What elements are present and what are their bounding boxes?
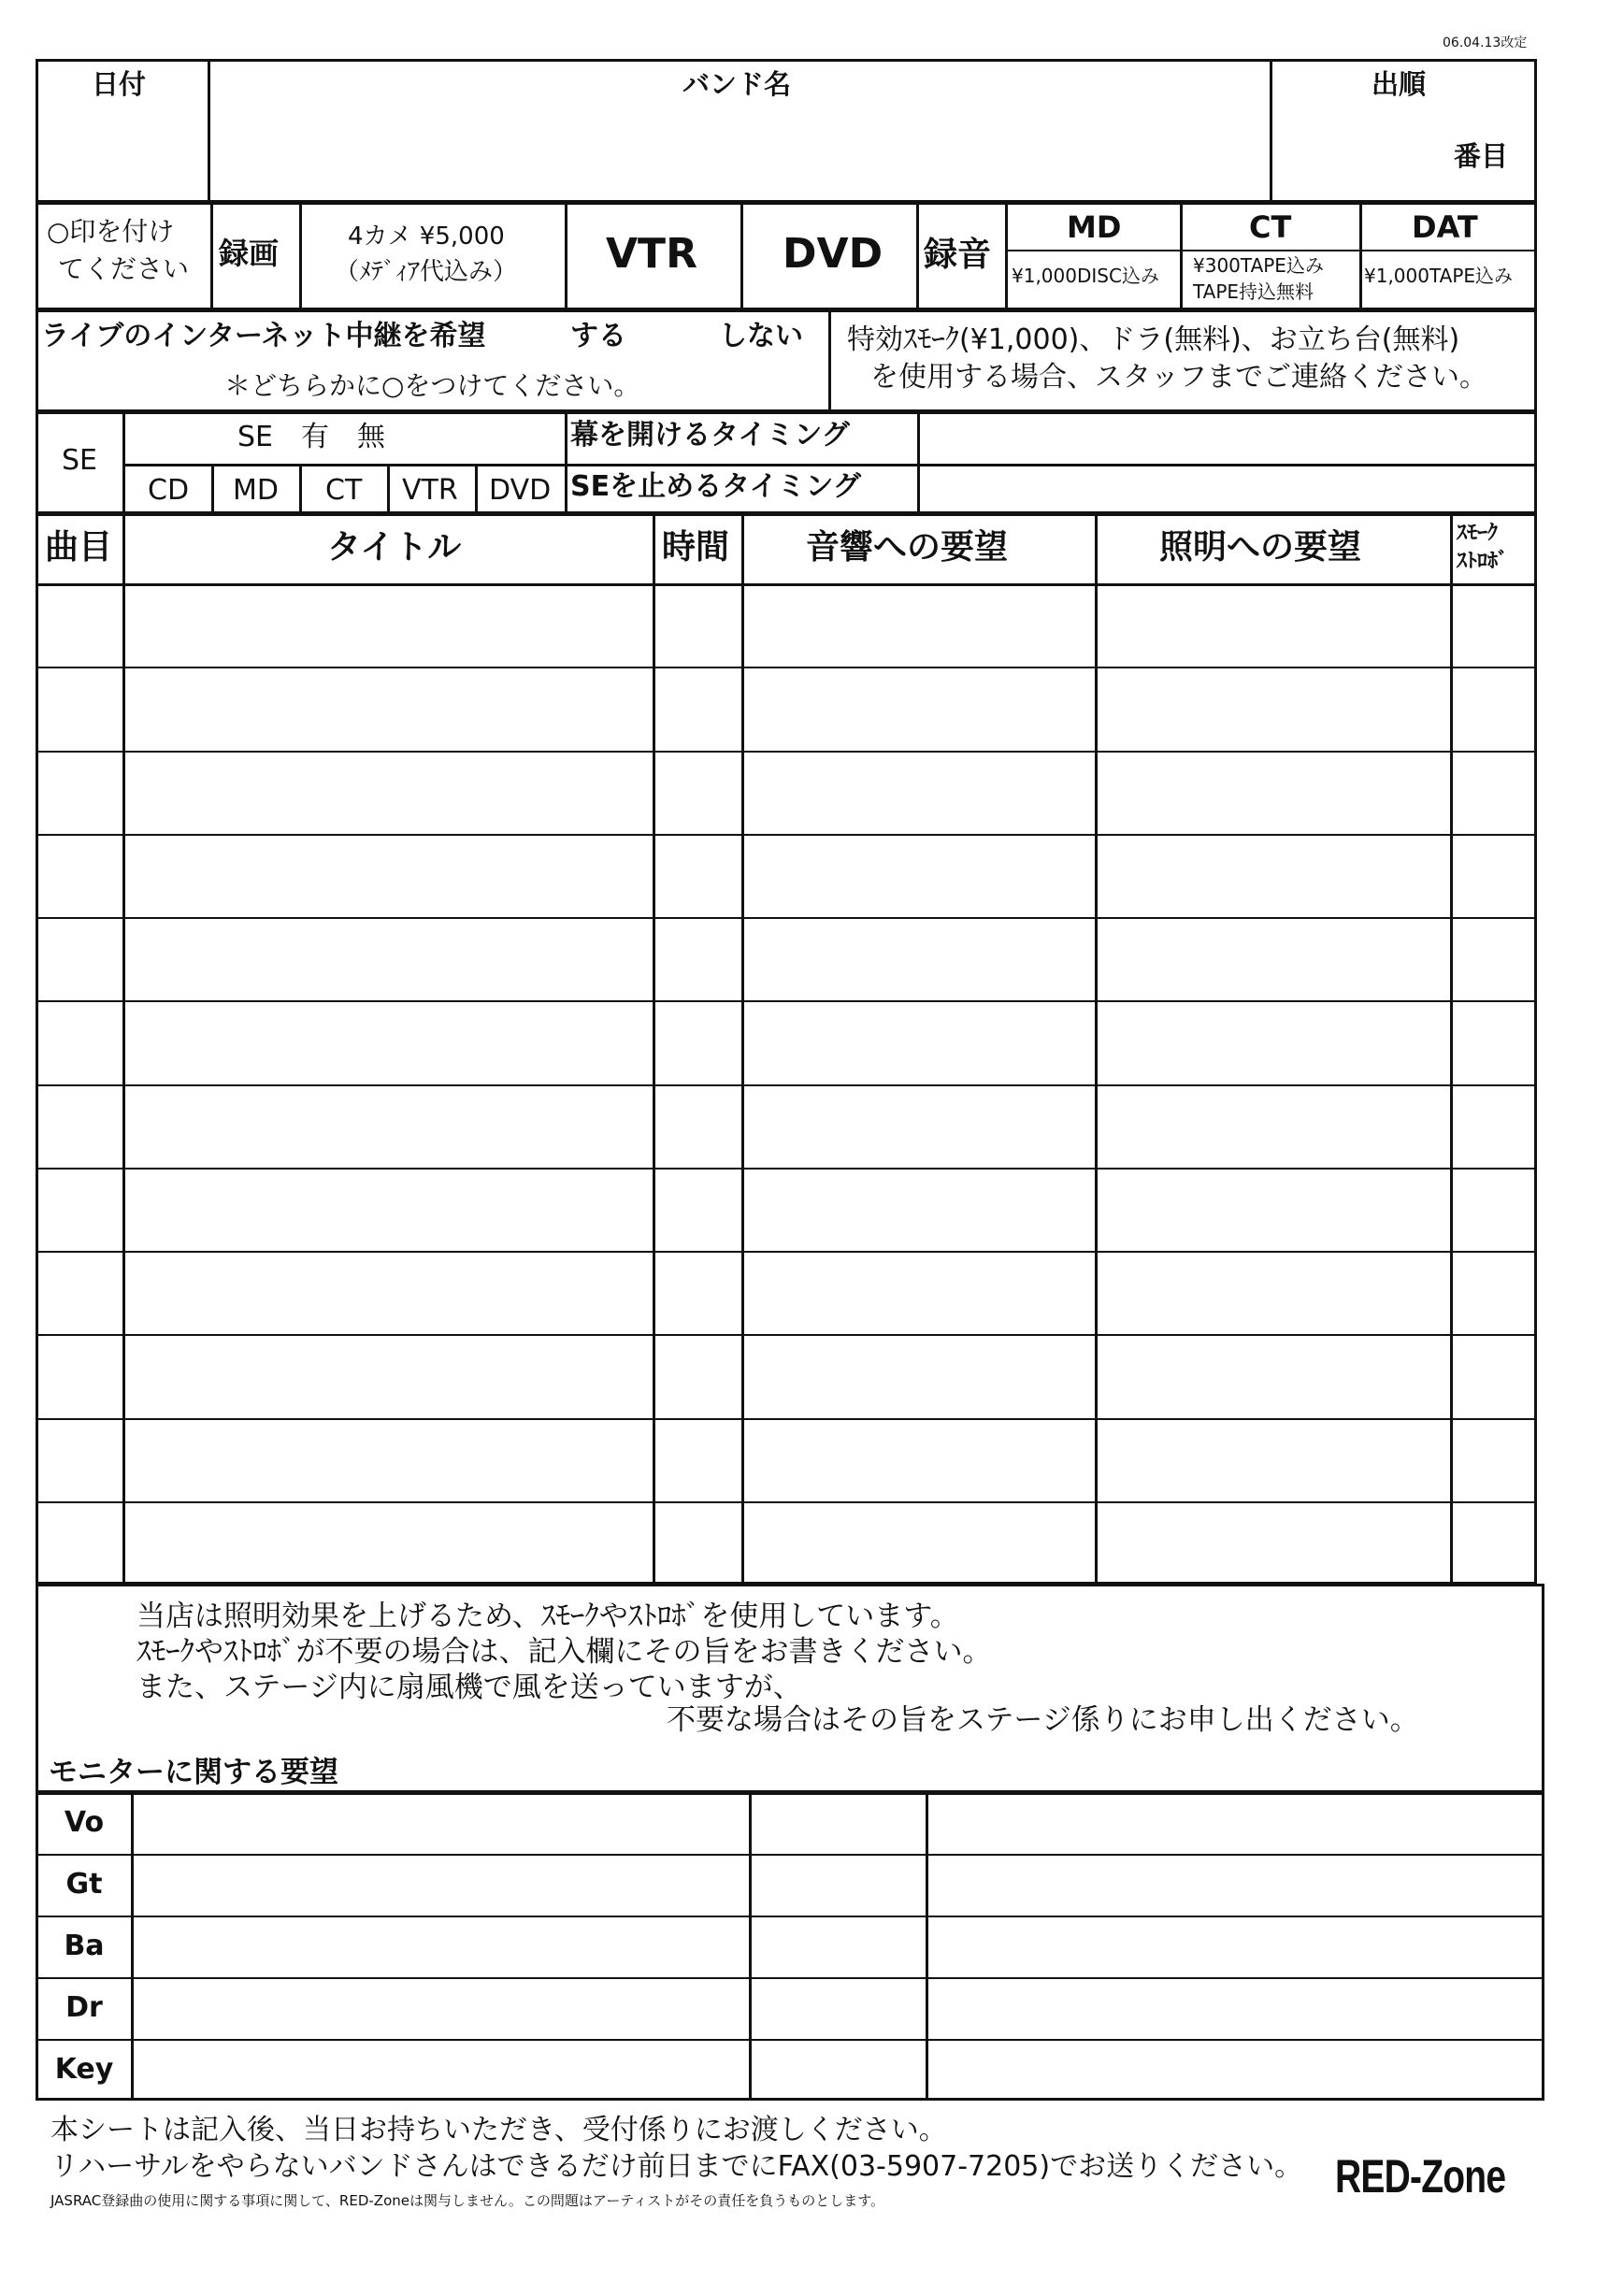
- effects-notice-line2: を使用する場合、スタッフまでご連絡ください。: [870, 361, 1487, 394]
- number-cell[interactable]: [38, 837, 121, 915]
- lighting-cell[interactable]: [1098, 1337, 1448, 1415]
- smoke-cell[interactable]: [1453, 753, 1532, 832]
- time-cell[interactable]: [655, 586, 740, 665]
- sound-cell[interactable]: [744, 1504, 1093, 1583]
- lighting-cell[interactable]: [1098, 586, 1448, 665]
- internet-stream-note: ＊どちらかに○をつけてください。: [224, 370, 640, 401]
- sound-cell[interactable]: [744, 753, 1093, 832]
- band-name-field[interactable]: [211, 62, 1268, 200]
- audio-recording-label: 録音: [924, 236, 992, 274]
- footer-line1: 本シートは記入後、当日お持ちいただき、受付係りにお渡しください。: [50, 2114, 947, 2146]
- col-sound-header: 音響への要望: [806, 528, 1009, 567]
- se-presence[interactable]: SE 有 無: [237, 421, 385, 453]
- internet-stream-yes[interactable]: する: [570, 320, 626, 352]
- curtain-timing-field[interactable]: [920, 414, 1534, 463]
- se-media-md[interactable]: MD: [233, 474, 279, 507]
- number-cell[interactable]: [38, 1170, 121, 1249]
- ct-option[interactable]: CT: [1249, 209, 1292, 245]
- footer-line2: リハーサルをやらないバンドさんはできるだけ前日までにFAX(03-5907-7205)でお送りください。: [50, 2150, 1303, 2183]
- ct-price-note: TAPE持込無料: [1193, 280, 1314, 303]
- time-cell[interactable]: [655, 753, 740, 832]
- time-cell[interactable]: [655, 1421, 740, 1500]
- number-cell[interactable]: [38, 1504, 121, 1583]
- smoke-cell[interactable]: [1453, 1003, 1532, 1082]
- monitor-request-field[interactable]: [135, 1857, 747, 1914]
- title-cell[interactable]: [125, 1504, 651, 1583]
- time-cell[interactable]: [655, 1003, 740, 1082]
- curtain-timing-label: 幕を開けるタイミング: [570, 419, 850, 452]
- mark-instruction-line2: てください: [58, 253, 190, 284]
- md-price: ¥1,000DISC込み: [1012, 265, 1159, 287]
- effects-notice-line1: 特効ｽﾓｰｸ(¥1,000)、ドラ(無料)、お立ち台(無料): [847, 323, 1460, 356]
- smoke-cell[interactable]: [1453, 1504, 1532, 1583]
- ct-price: ¥300TAPE込み: [1193, 254, 1324, 277]
- sound-cell[interactable]: [744, 586, 1093, 665]
- se-media-vtr[interactable]: VTR: [402, 474, 458, 507]
- sound-cell[interactable]: [744, 1087, 1093, 1166]
- monitor-part-ba: Ba: [64, 1930, 105, 1962]
- title-cell[interactable]: [125, 1003, 651, 1082]
- title-cell[interactable]: [125, 1170, 651, 1249]
- smoke-cell[interactable]: [1453, 669, 1532, 748]
- performance-order-suffix: 番目: [1454, 140, 1509, 172]
- number-cell[interactable]: [38, 1337, 121, 1415]
- sound-cell[interactable]: [744, 1254, 1093, 1332]
- md-option[interactable]: MD: [1067, 209, 1122, 245]
- monitor-request-field[interactable]: [135, 1795, 747, 1852]
- internet-stream-label: ライブのインターネット中継を希望: [41, 320, 486, 352]
- dvd-option[interactable]: DVD: [783, 230, 883, 278]
- monitor-request-field[interactable]: [753, 2042, 924, 2099]
- lighting-cell[interactable]: [1098, 1087, 1448, 1166]
- title-cell[interactable]: [125, 753, 651, 832]
- performance-order-label: 出順: [1372, 68, 1427, 100]
- lighting-cell[interactable]: [1098, 1003, 1448, 1082]
- smoke-cell[interactable]: [1453, 1087, 1532, 1166]
- time-cell[interactable]: [655, 669, 740, 748]
- time-cell[interactable]: [655, 920, 740, 998]
- se-label: SE: [62, 444, 97, 477]
- smoke-cell[interactable]: [1453, 1254, 1532, 1332]
- monitor-request-field[interactable]: [753, 1980, 924, 2037]
- col-number-header: 曲目: [45, 528, 113, 567]
- se-stop-timing-field[interactable]: [920, 466, 1534, 511]
- monitor-request-field[interactable]: [753, 1857, 924, 1914]
- smoke-cell[interactable]: [1453, 586, 1532, 665]
- monitor-part-vo: Vo: [64, 1806, 105, 1839]
- smoke-cell[interactable]: [1453, 1337, 1532, 1415]
- band-name-label: バンド名: [682, 68, 792, 100]
- col-lighting-header: 照明への要望: [1159, 528, 1362, 567]
- col-strobe-header: ｽﾄﾛﾎﾞ: [1457, 550, 1509, 573]
- col-title-header: タイトル: [327, 528, 462, 567]
- smoke-cell[interactable]: [1453, 837, 1532, 915]
- sound-cell[interactable]: [744, 1421, 1093, 1500]
- title-cell[interactable]: [125, 1421, 651, 1500]
- monitor-part-gt: Gt: [65, 1868, 103, 1901]
- notice-line1: 当店は照明効果を上げるため、ｽﾓｰｸやｽﾄﾛﾎﾞを使用しています。: [136, 1600, 959, 1633]
- jasrac-note: JASRAC登録曲の使用に関する事項に関して、RED-Zoneは関与しません。この問題はアーティストがその責任を負うものとします。: [50, 2192, 885, 2209]
- sound-cell[interactable]: [744, 920, 1093, 998]
- title-cell[interactable]: [125, 586, 651, 665]
- sound-cell[interactable]: [744, 1337, 1093, 1415]
- number-cell[interactable]: [38, 669, 121, 748]
- number-cell[interactable]: [38, 1421, 121, 1500]
- se-stop-timing-label: SEを止めるタイミング: [570, 470, 861, 503]
- lighting-cell[interactable]: [1098, 1421, 1448, 1500]
- lighting-cell[interactable]: [1098, 837, 1448, 915]
- monitor-request-field[interactable]: [929, 1857, 1540, 1914]
- col-time-header: 時間: [662, 528, 730, 567]
- lighting-cell[interactable]: [1098, 1504, 1448, 1583]
- dat-option[interactable]: DAT: [1412, 209, 1478, 245]
- monitor-request-field[interactable]: [929, 1980, 1540, 2037]
- time-cell[interactable]: [655, 1254, 740, 1332]
- video-recording-label: 録画: [219, 236, 280, 271]
- time-cell[interactable]: [655, 1170, 740, 1249]
- revision-date: 06.04.13改定: [1443, 36, 1528, 50]
- number-cell[interactable]: [38, 1087, 121, 1166]
- se-media-dvd[interactable]: DVD: [489, 474, 552, 507]
- vtr-option[interactable]: VTR: [606, 230, 697, 278]
- sound-cell[interactable]: [744, 1170, 1093, 1249]
- title-cell[interactable]: [125, 920, 651, 998]
- lighting-cell[interactable]: [1098, 1170, 1448, 1249]
- lighting-cell[interactable]: [1098, 920, 1448, 998]
- mark-instruction-line1: ○印を付け: [47, 216, 175, 247]
- number-cell[interactable]: [38, 753, 121, 832]
- se-media-ct[interactable]: CT: [325, 474, 363, 507]
- sound-cell[interactable]: [744, 837, 1093, 915]
- smoke-cell[interactable]: [1453, 1421, 1532, 1500]
- monitor-part-dr: Dr: [65, 1991, 103, 2024]
- lighting-cell[interactable]: [1098, 1254, 1448, 1332]
- monitor-request-field[interactable]: [929, 1795, 1540, 1852]
- col-smoke-header: ｽﾓｰｸ: [1457, 522, 1499, 545]
- monitor-request-field[interactable]: [929, 1918, 1540, 1975]
- number-cell[interactable]: [38, 1003, 121, 1082]
- smoke-cell[interactable]: [1453, 920, 1532, 998]
- time-cell[interactable]: [655, 1504, 740, 1583]
- internet-stream-no[interactable]: しない: [719, 320, 803, 352]
- notice-line3: また、ステージ内に扇風機で風を送っていますが、: [136, 1671, 802, 1704]
- lighting-cell[interactable]: [1098, 753, 1448, 832]
- monitor-request-field[interactable]: [753, 1795, 924, 1852]
- number-cell[interactable]: [38, 1254, 121, 1332]
- time-cell[interactable]: [655, 837, 740, 915]
- dat-price: ¥1,000TAPE込み: [1364, 265, 1514, 287]
- time-cell[interactable]: [655, 1337, 740, 1415]
- title-cell[interactable]: [125, 669, 651, 748]
- notice-line4: 不要な場合はその旨をステージ係りにお申し出ください。: [667, 1703, 1419, 1737]
- date-label: 日付: [92, 68, 147, 100]
- lighting-cell[interactable]: [1098, 669, 1448, 748]
- red-zone-logo: RED-Zone: [1335, 2150, 1506, 2203]
- monitor-request-field[interactable]: [135, 1918, 747, 1975]
- smoke-cell[interactable]: [1453, 1170, 1532, 1249]
- title-cell[interactable]: [125, 837, 651, 915]
- video-price-note: （ﾒﾃﾞｨｱ代込み）: [335, 258, 518, 286]
- sound-cell[interactable]: [744, 669, 1093, 748]
- monitor-request-field[interactable]: [929, 2042, 1540, 2099]
- notice-line2: ｽﾓｰｸやｽﾄﾛﾎﾞが不要の場合は、記入欄にその旨をお書きください。: [136, 1635, 992, 1669]
- title-cell[interactable]: [125, 1087, 651, 1166]
- date-field[interactable]: [38, 62, 207, 200]
- monitor-part-key: Key: [54, 2053, 114, 2086]
- monitor-requests-title: モニターに関する要望: [49, 1756, 338, 1789]
- monitor-request-field[interactable]: [135, 1980, 747, 2037]
- title-cell[interactable]: [125, 1337, 651, 1415]
- number-cell[interactable]: [38, 920, 121, 998]
- se-media-cd[interactable]: CD: [148, 474, 190, 507]
- title-cell[interactable]: [125, 1254, 651, 1332]
- monitor-request-field[interactable]: [135, 2042, 747, 2099]
- monitor-request-field[interactable]: [753, 1918, 924, 1975]
- number-cell[interactable]: [38, 586, 121, 665]
- sound-cell[interactable]: [744, 1003, 1093, 1082]
- video-price: 4カメ ¥5,000: [348, 222, 505, 251]
- time-cell[interactable]: [655, 1087, 740, 1166]
